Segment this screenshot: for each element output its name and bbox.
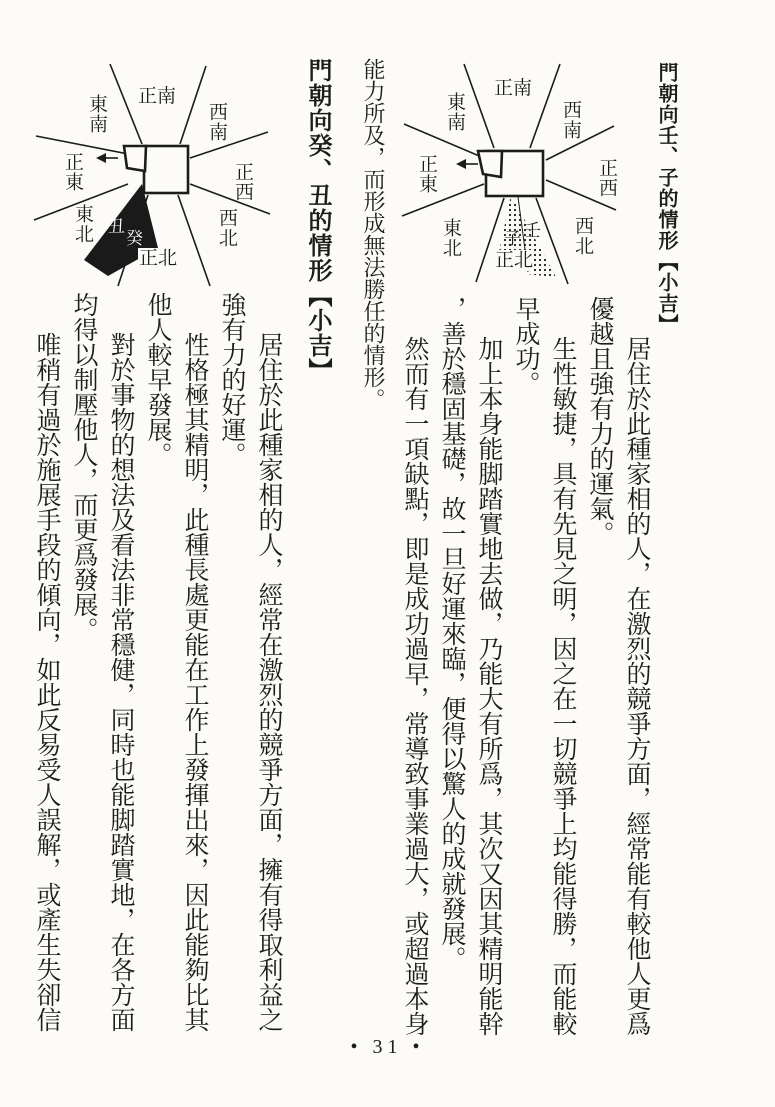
section-body-gui-chou [26,292,287,1036]
paragraph: 性格極其精明，此種長處更能在工作上發揮出來，因此能夠比其他人較早發展。 [144,292,208,1032]
section-heading-gui-chou: 門朝向癸、丑的情形【小吉】 [304,58,330,383]
page-number: • 31 • [350,1036,425,1058]
direction-label-west: 正西 [232,162,253,202]
paragraph: 然而有一項缺點，即是成功過早，常導致事業過大，或超過本身 [401,336,428,1036]
sector-label-ren: 壬 [524,221,541,240]
direction-label-northwest: 西北 [572,216,593,256]
sector-label-chou: 丑 [108,217,125,236]
section-body-ren-zi [394,296,655,1040]
direction-label-east: 正東 [416,154,437,194]
paragraph: 居住於此種家相的人，在激烈的競爭方面，經常能有較他人更爲優越且強有力的運氣。 [586,296,650,1036]
paragraph: 唯稍有過於施展手段的傾向，如此反易受人誤解，或產生失卻信 [33,332,60,1032]
direction-label-east: 正東 [62,152,83,192]
direction-label-southwest: 西南 [560,100,581,140]
section-overflow-ren-zi: 能力所及，而形成無法勝任的情形。 [361,58,386,410]
direction-label-south: 正南 [138,86,177,107]
paragraph: 居住於此種家相的人，經常在激烈的競爭方面，擁有得取利益之強有力的好運。 [218,292,282,1032]
paragraph: 對於事物的想法及看法非常穩健，同時也能脚踏實地，在各方面均得以制壓他人，而更爲發展。 [70,292,134,1032]
house-icon [478,151,543,196]
door-arrow-icon [96,153,118,163]
direction-label-northeast: 東北 [72,204,93,244]
paragraph: 加上本身能脚踏實地去做，乃能大有所爲，其次又因其精明能幹，善於穩固基礎，故一旦好運來臨，便得以驚人的成就發展。 [438,296,502,1036]
compass-diagram-ren-zi [398,58,620,293]
sector-label-zi: 子 [504,229,521,248]
direction-label-southeast: 東南 [444,92,465,132]
direction-label-northwest: 西北 [216,208,237,248]
direction-label-north: 正北 [495,250,534,271]
section-heading-ren-zi: 門朝向壬、子的情形【小吉】 [655,62,677,335]
direction-label-northeast: 東北 [440,218,461,258]
direction-label-southeast: 東南 [86,94,107,134]
direction-label-south: 正南 [494,78,533,99]
door-arrow-icon [456,159,478,169]
house-icon [124,146,188,193]
direction-label-southwest: 西南 [206,102,227,142]
compass-diagram-gui-chou [28,58,278,296]
paragraph: 生性敏捷，具有先見之明，因之在一切競爭上均能得勝，而能較早成功。 [512,296,576,1036]
direction-label-north: 正北 [139,248,178,269]
direction-label-west: 正西 [596,158,617,198]
sector-label-gui: 癸 [126,229,143,248]
